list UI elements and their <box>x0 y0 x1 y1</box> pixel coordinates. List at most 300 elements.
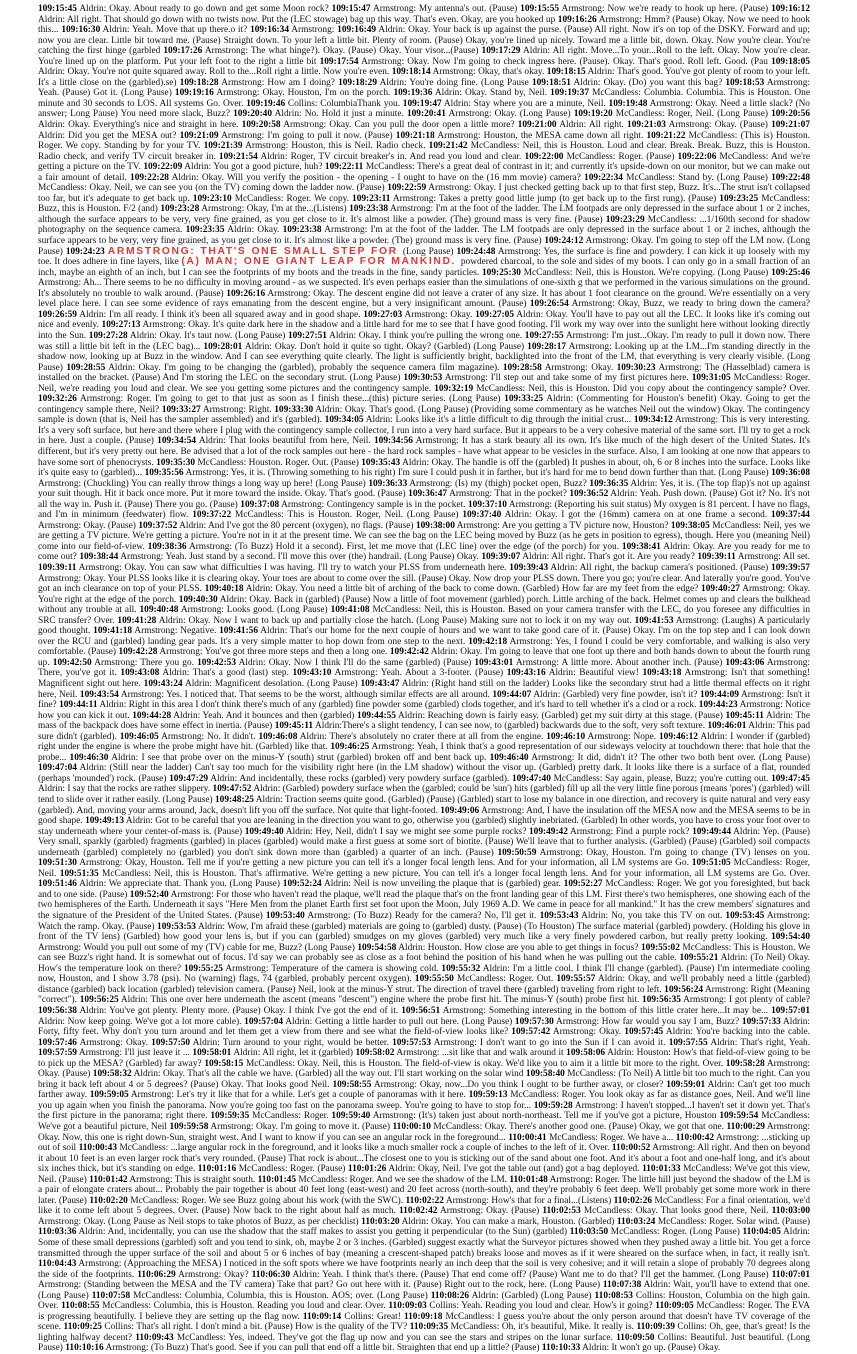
entry-text: Aldrin: And incidentally, these rocks (garbled) very powdery surface (garbled). <box>208 773 512 784</box>
entry-text: Aldrin: Some of these small depressions (garbled) soft and you tend to sink, oh, maybe 2 or 3 inches. (Garbled) suggest exactly what the Surveyor pictures showed when they pushed away a little bit. You get a force transmitted through the upper surface of the soil and about 5 or 6 inches of bay (meaning a crescent-shaped patch) breaks loose and moves as if it were sheared on the surface when, in fact, it really isn't. <box>38 1227 811 1259</box>
entry-timestamp: 109:45:11 <box>725 710 764 721</box>
entry-timestamp: 109:16:49 <box>337 25 377 36</box>
entry-timestamp: 109:28:17 <box>527 341 567 352</box>
transcript-entry <box>642 995 810 1005</box>
entry-text: Aldrin: That's a good (last) step. <box>159 668 293 679</box>
entry-timestamp: 109:36:08 <box>771 468 811 479</box>
entry-text: Aldrin: Forty, fifty feet. Why don't you turn around and let them get a view from there and see what the field-of-view looks like? <box>38 1016 810 1038</box>
entry-timestamp: 109:26:54 <box>529 299 569 310</box>
transcript-entry <box>38 879 283 889</box>
transcript-entry <box>357 943 641 953</box>
transcript-entry <box>151 1038 392 1048</box>
entry-timestamp: 109:57:45 <box>624 1027 664 1038</box>
entry-timestamp: 109:24:12 <box>544 236 584 247</box>
entry-timestamp: 110:00:43 <box>78 1143 118 1154</box>
entry-text: Aldrin: Beautiful view! <box>545 668 643 679</box>
entry-text: Armstrong: How far would you say I am, Buzz? <box>553 1016 742 1027</box>
entry-text: Aldrin: (Garbled) powdery surface when the (garbled; could be 'sun') hits (garbled) fill up all the very little fine porous (means 'pores') (garbled) will tend to slide over it rather easily. (Long Pause) <box>38 784 810 806</box>
entry-text: McCandless: Neil, this is Houston. We're copying. (Long Pause) <box>520 267 772 278</box>
entry-timestamp: 109:22:00 <box>524 151 564 162</box>
entry-timestamp: 109:34:54 <box>157 436 197 447</box>
entry-text: Armstrong: Okay, that's okay. <box>430 67 547 78</box>
entry-timestamp: 110:04:43 <box>38 1259 77 1270</box>
entry-text: Aldrin: All right. Move...To your...Roll to the left. Okay. Now you're clear. You're lined up on the platform. Put your left foot to the right a little bit <box>38 46 810 67</box>
entry-timestamp: 109:51:46 <box>38 879 77 890</box>
entry-text: Aldrin: You've got plenty. Plenty more. (Pause) Okay. I think I've got the end of it. <box>76 1005 402 1016</box>
entry-timestamp: 109:46:08 <box>258 731 298 742</box>
entry-text: Aldrin: You got a good picture, huh? <box>182 162 325 173</box>
entry-timestamp: 109:19:36 <box>393 88 433 99</box>
entry-timestamp: 109:43:01 <box>474 657 514 668</box>
entry-text: Armstrong: Okay. (Long Pause as Neil stops to take photos of Buzz, as per checklist) <box>38 1216 362 1227</box>
transcript-entry <box>388 1301 655 1311</box>
entry-text: Armstrong: Something interesting in the bottom of this little crater here...It may be... <box>440 1005 772 1016</box>
transcript-entry <box>503 363 617 373</box>
entry-timestamp: 110:09:18 <box>403 1311 443 1322</box>
entry-timestamp: 109:32:26 <box>38 394 77 405</box>
entry-timestamp: 109:36:52 <box>569 489 609 500</box>
entry-timestamp: 109:44:07 <box>492 689 532 700</box>
transcript-entry <box>392 1038 669 1048</box>
transcript-entry <box>490 753 810 763</box>
entry-timestamp: 109:57:55 <box>668 1037 708 1048</box>
transcript-entry <box>144 679 361 689</box>
entry-text: Armstrong: And, I have the insulation off the MESA now and the MESA seems to be in good shape. <box>38 805 810 827</box>
entry-timestamp: 109:49:42 <box>528 826 568 837</box>
entry-timestamp: 109:37:44 <box>771 510 810 521</box>
entry-timestamp: 109:46:30 <box>69 752 109 763</box>
entry-text: Armstrong: Okay. Your PLSS looks like it is clearing okay. Your toes are about to come over the sill. (Pause) Okay. Now drop your PLSS down. There you go; you're clear. And laterally you're good. You've got an inch clearance on top of your PLSS. <box>38 573 810 595</box>
entry-text: Armstrong: Yes, the surface is fine and powdery. I can kick it up loosely with my toe. It does adhere in fine layers, like <box>38 246 810 268</box>
entry-text: Aldrin: I'm all ready. I think it's been all squared away and in good shape. <box>76 309 364 320</box>
entry-timestamp: 109:46:12 <box>659 731 698 742</box>
entry-text: Aldrin: Okay. I'm going to be changing the (garbled), probably the sequence camera film magazine). <box>105 362 503 373</box>
transcript-entry <box>240 500 468 510</box>
entry-text: Armstrong: I'm going to pull it now. (Pause) <box>218 130 396 141</box>
entry-text: Aldrin: Okay. You're not quite squared away. Roll to the...Roll right a little. Now you're even. <box>38 67 392 78</box>
entry-text: Armstrong: Yeah, I think that's a good representation of our sideways velocity at touchdown there: that hole that the probe... <box>38 742 810 763</box>
entry-text: McCandless: Houston. Roger. Out. (Pause) <box>195 457 362 468</box>
transcript-entry <box>118 647 389 657</box>
entry-timestamp: 109:56:38 <box>38 1005 77 1016</box>
transcript-entry <box>434 384 810 394</box>
entry-text: Aldrin: We appreciate that. Thank you. (Long Pause) <box>76 879 283 890</box>
entry-text: Aldrin: Okay. Everything's nice and straight in here. <box>38 120 242 131</box>
transcript-entry <box>258 1175 510 1185</box>
entry-timestamp: 109:48:25 <box>214 795 254 806</box>
entry-text: Armstrong: It has a stark beauty all its own. It's like much of the high desert of the United States. It's different, but it's very pretty out here. Be advised that a lot of the rock samples out here - the hard rock samples - have what appear to be vesicles in the surface. Also, I am looking at one now that appears to have some sort of phenocrysts. <box>38 436 810 468</box>
entry-timestamp: 109:28:58 <box>502 362 542 373</box>
entry-text: Aldrin: Okay. I'm going to leave that one foot up there and both hands down to about the fourth rung up. <box>38 647 811 668</box>
entry-timestamp: 109:50:59 <box>497 847 537 858</box>
entry-text: Armstrong: Notice how you can kick it out. <box>38 700 810 721</box>
entry-timestamp: 109:58:28 <box>725 1058 765 1069</box>
entry-text: Armstrong: Okay. I'm going to move it. (Pause) <box>208 1121 393 1132</box>
entry-text: McCandless: Roger. Neil, we're reading you loud and clear. We see you getting some pictures and the contingency sample. <box>38 373 810 394</box>
entry-timestamp: 109:27:05 <box>475 309 515 320</box>
entry-timestamp: 109:22:48 <box>771 172 810 183</box>
entry-text: McCandless: Columbia. Columbia. This is Houston. One minute and 30 seconds to LOS. All systems Go. Over. <box>38 88 810 109</box>
entry-text: Armstrong: Okay? <box>175 1269 252 1280</box>
entry-text: McCandless: Okay. That looks good there, Neil. <box>580 1206 772 1217</box>
entry-text: Armstrong: Contingency sample is in the pocket. <box>279 499 468 510</box>
transcript-entry <box>482 268 771 278</box>
entry-text: Aldrin: Okay. I got the (16mm) camera on at one frame a second. <box>501 510 772 521</box>
entry-timestamp: 110:10:16 <box>65 1343 104 1354</box>
entry-timestamp: 109:21:09 <box>179 130 219 141</box>
entry-text: Armstrong: (Reporting his suit status) My oxygen is 81 percent. I have no flags, and I'm in minimum (feedwater) flow. <box>38 499 810 521</box>
entry-text: Aldrin: Okay. Don't hold it quite so tight. Okay? (Garbled) (Long Pause) <box>242 341 528 352</box>
entry-text: Aldrin: That's right, Yeah. <box>707 1037 811 1048</box>
transcript-entry <box>617 1217 810 1227</box>
entry-text: Armstrong: Okay. <box>541 362 617 373</box>
entry-text: Armstrong: Right. <box>200 404 275 415</box>
entry-text: Armstrong: Okay. You can saw what difficulties I was having. I'll try to watch your PLSS from underneath here. <box>76 562 510 573</box>
entry-text: Aldrin: Hey, Neil, didn't I say we might see some purple rocks? <box>283 826 529 837</box>
transcript-entry <box>92 1291 431 1301</box>
transcript-entry <box>303 1312 404 1322</box>
entry-timestamp: 109:53:53 <box>157 921 196 932</box>
entry-timestamp: 109:35:56 <box>144 468 184 479</box>
entry-timestamp: 110:00:42 <box>675 1132 715 1143</box>
entry-text: Armstrong: Okay. Can you pull the door open a little more? <box>280 120 518 131</box>
entry-timestamp: 109:54:58 <box>357 942 397 953</box>
entry-timestamp: 109:16:34 <box>250 25 289 36</box>
entry-timestamp: 109:21:00 <box>517 120 557 131</box>
entry-timestamp: 110:01:26 <box>347 1164 387 1175</box>
transcript-entry <box>205 584 701 594</box>
transcript-entry <box>399 1206 542 1216</box>
transcript-entry <box>89 1196 405 1206</box>
entry-timestamp: 109:19:47 <box>402 98 442 109</box>
entry-text: Aldrin: Okay. You'll have to pay out all the LEC. It looks like it's coming out nice and evenly. <box>38 309 811 331</box>
entry-text: Aldrin: Okay. Stand by, Neil. <box>432 88 551 99</box>
transcript-entry <box>415 974 556 984</box>
entry-text: Armstrong: Now we're ready to hook up here. (Pause) <box>559 4 772 14</box>
entry-text: McCandless: Neil, yes we are getting a TV picture. We're getting a picture. You're not in it at the present time. We can see the bag on the LEC being moved by Buzz (as he gets in position to egress), though. Here you (meaning Neil) come into our field-of-view. <box>38 520 810 552</box>
entry-text: Aldrin:There's a slight tendency, I can see now, to (garbled) backwards due to the soft, very soft texture. <box>313 721 708 732</box>
entry-text: Armstrong: Yes, it is. (Throwing something to his right) I'm sure I could push it in farther, but it's hard for me to bend down further than that. (Long Pause) <box>183 468 772 479</box>
entry-text: Armstrong: Okay, now...Do you think I ought to be further away, or closer? <box>371 1079 667 1090</box>
entry-timestamp: 109:23:38 <box>282 225 322 236</box>
entry-timestamp: 109:47:29 <box>169 773 209 784</box>
entry-timestamp: 109:54:40 <box>771 932 810 943</box>
entry-text: Aldrin: All right. That's got it. Are you ready? <box>520 552 698 563</box>
entry-text: Armstrong: I don't want to go into the Sun if I can avoid it. <box>431 1037 669 1048</box>
transcript-entry <box>79 1143 612 1153</box>
transcript-entry <box>61 1301 388 1311</box>
quote-continuation-text: powdered charcoal, to the sole and sides of my boots. I can only go in a small fraction of an inch, maybe an eighth of an inch, but I can see the footprints of my boots and the treads in the fine, sandy particles. <box>38 257 810 278</box>
entry-timestamp: 109:21:54 <box>218 151 258 162</box>
transcript-entry <box>529 827 692 837</box>
entry-timestamp: 109:22:59 <box>387 183 427 194</box>
transcript-entry <box>138 521 416 531</box>
transcript-entry <box>38 310 363 320</box>
transcript-entry <box>148 542 622 552</box>
entry-timestamp: 110:02:20 <box>89 1195 128 1206</box>
transcript-entry <box>332 4 521 14</box>
entry-timestamp: 109:41:18 <box>93 626 133 637</box>
entry-timestamp: 109:58:02 <box>355 1048 395 1059</box>
transcript-entry <box>137 1270 251 1280</box>
transcript-entry <box>80 995 642 1005</box>
entry-text: McCandless: Columbia, Columbia, this is Houston. AOS; over. (Long Pause) <box>130 1290 431 1301</box>
entry-text: Aldrin: Turn around to your right, would be better. <box>190 1037 393 1048</box>
entry-timestamp: 109:34:56 <box>374 436 413 447</box>
entry-timestamp: 109:18:51 <box>531 77 571 88</box>
entry-text: Aldrin: All right. <box>556 120 628 131</box>
entry-text: McCandless: Okay. Neil, we can see you (on the TV) coming down the ladder now. (Pause) <box>38 183 388 194</box>
entry-text: Collins: Houston, Columbia on the high gain. Over. <box>38 1290 810 1312</box>
entry-text: Armstrong: Looking up at the LM...I'm standing directly in the shadow now, looking up at Buzz in the window. And I can see everything quite clearly. The light is sufficiently bright, backlighted into the front of the LM, that everything is very clearly visible. (Long Pause) <box>38 341 810 373</box>
entry-text: Armstrong: <box>289 25 338 36</box>
entry-timestamp: 110:07:58 <box>91 1290 131 1301</box>
entry-timestamp: 109:49:44 <box>692 826 732 837</box>
entry-timestamp: 110:08:53 <box>594 1290 633 1301</box>
entry-text: McCandless: Roger, Neil. <box>38 858 810 879</box>
entry-text: Aldrin: (Garbled) (Long Pause) <box>469 1290 595 1301</box>
entry-text: Aldrin: There's absolutely no crater there at all from the engine. <box>297 731 547 742</box>
entry-text: Armstrong: A little more. About another inch. (Pause) <box>513 657 726 668</box>
entry-text: McCandless: Stand by. (Long Pause) <box>622 172 772 183</box>
transcript-entry <box>275 721 708 731</box>
entry-text: Armstrong: (Approaching the MESA) I noticed in the soft spots where we have footprints nearly an inch deep that the soil is very cohesive; and it will retain a slope of probably 70 degrees along the side of the footprints. <box>38 1259 810 1280</box>
entry-text: Aldrin: All right, let it (garbled) <box>231 1048 356 1059</box>
entry-timestamp: 109:57:53 <box>392 1037 432 1048</box>
entry-timestamp: 109:43:10 <box>292 668 332 679</box>
entry-text: Aldrin: (Right hand still on the ladder) Looks like the secondary strut had a little thermal effects on it right here, Neil. <box>38 679 810 700</box>
entry-text: Aldrin: Can't get too much farther away. <box>38 1079 810 1101</box>
entry-text: Armstrong: Yeah. About a 3-footer. (Pause) <box>331 668 507 679</box>
entry-timestamp: 109:21:18 <box>395 130 435 141</box>
entry-timestamp: 109:30:23 <box>616 362 656 373</box>
transcript-entry <box>219 152 525 162</box>
entry-timestamp: 109:47:45 <box>771 773 810 784</box>
entry-timestamp: 109:53:43 <box>539 911 579 922</box>
entry-timestamp: 109:43:08 <box>120 668 160 679</box>
transcript-entry <box>403 373 691 383</box>
transcript-entry <box>356 1048 567 1058</box>
transcript-entry <box>79 552 481 562</box>
entry-timestamp: 109:42:50 <box>52 657 92 668</box>
transcript-entry <box>403 99 609 109</box>
entry-text: Armstrong: I'm at the foot of the ladder. The LM footpads are only depressed in the surface about 1 or 2 inches, although the surface appears to be very, very fine grained, as you get close to it. It's almost like a powder. (The) ground mass is very fine. (Pause) <box>38 225 810 247</box>
entry-text: Aldrin: Wait, you'll have to extend that one. (Long Pause) <box>38 1280 811 1301</box>
entry-timestamp: 109:39:43 <box>509 562 549 573</box>
transcript-entry <box>198 1164 348 1174</box>
entry-text: Aldrin: This pad sure didn't (garbled). <box>38 721 811 742</box>
entry-timestamp: 109:42:53 <box>197 657 237 668</box>
entry-timestamp: 109:57:04 <box>244 1016 284 1027</box>
transcript-entry <box>697 552 810 562</box>
entry-timestamp: 109:25:30 <box>481 267 521 278</box>
entry-timestamp: 109:16:30 <box>61 25 101 36</box>
entry-text: Aldrin: Okay. Your back is up against the purse. (Pause) All right. Now it's on top of the DSKY. Forward and up; now you are clear. Little bit toward me. (Pause) Straight down. To your left a little bit. Plenty of room. (Pause) Okay, you're lined up nicely. Toward me a little bit, down. Okay. Now you're clear. You're catching the first hinge (garbled <box>38 25 810 57</box>
entry-text: Armstrong: Okay. (Pause) <box>437 1206 543 1217</box>
entry-timestamp: 109:49:06 <box>440 805 480 816</box>
entry-text: Armstrong: This is straight south. <box>127 1174 258 1185</box>
entry-timestamp: 109:27:28 <box>88 330 128 341</box>
entry-timestamp: 110:07:01 <box>771 1269 810 1280</box>
famous-quote-line-1: ARMSTRONG: THAT'S ONE SMALL STEP FOR <box>107 245 403 257</box>
entry-timestamp: 109:55:57 <box>556 974 596 985</box>
entry-text: Armstrong: No. It didn't. <box>158 731 259 742</box>
transcript-entry <box>266 911 540 921</box>
transcript-entry <box>507 668 643 678</box>
entry-text: Aldrin: Stay where you are a minute, Neil. <box>441 98 609 109</box>
entry-text: Armstrong: How am I doing? <box>218 77 339 88</box>
entry-timestamp: 109:44:23 <box>698 700 738 711</box>
entry-timestamp: 109:37:52 <box>138 520 178 531</box>
entry-timestamp: 109:43:24 <box>143 679 183 689</box>
entry-timestamp: 109:49:40 <box>244 826 284 837</box>
entry-timestamp: 109:17:29 <box>481 46 521 57</box>
entry-text: Armstrong: Nope. <box>585 731 659 742</box>
entry-text: Collins: Great! <box>341 1311 404 1322</box>
entry-timestamp: 109:38:00 <box>415 520 455 531</box>
entry-timestamp: 109:15:47 <box>331 4 371 14</box>
entry-timestamp: 109:19:37 <box>550 88 590 99</box>
transcript-entry <box>407 109 574 119</box>
transcript-entry <box>184 964 441 974</box>
transcript-entry <box>520 4 771 14</box>
transcript-entry <box>80 690 492 700</box>
transcript-entries-after-quote <box>38 268 810 1354</box>
transcript-entry <box>246 99 403 109</box>
entry-text: Aldrin: I say that the rocks are rather slippery. <box>38 784 213 795</box>
entry-text: Armstrong: Takes a pretty good little jump (to get back up to the first rung). (Pause) <box>390 193 720 204</box>
entry-text: McCandless: This is Houston. Roger, Neil. (Long Pause) <box>231 510 463 521</box>
transcript-entry <box>363 310 475 320</box>
transcript-entry <box>393 1122 727 1132</box>
entry-text: Aldrin: I see that probe over on the minus-Y (south) strut (garbled) broken off and bent back up. <box>108 752 490 763</box>
entry-text: Armstrong: I'm just...Okay. I'm ready to pull it down now. There was still a little bit left in the (LEC bag)... <box>38 330 811 352</box>
entry-text: Aldrin: Okay. You can make a mark, Houston. (Garbled) <box>399 1216 617 1227</box>
entry-text: Aldrin: Looks like it's a little difficult to dig through the initial crust... <box>363 415 634 426</box>
entry-timestamp: 110:00:52 <box>611 1143 651 1154</box>
entry-timestamp: 109:22:11 <box>324 162 364 173</box>
entry-timestamp: 109:39:07 <box>481 552 521 563</box>
entry-timestamp: 109:33:27 <box>161 404 201 415</box>
entry-timestamp: 109:46:05 <box>119 731 159 742</box>
entry-timestamp: 109:44:28 <box>132 710 172 721</box>
entry-timestamp: 109:23:11 <box>352 193 391 204</box>
entry-timestamp: 110:01:16 <box>197 1164 237 1175</box>
transcript-entry <box>53 658 197 668</box>
entry-text: Armstrong: Okay. Now, this one is right down-Sun, straight west. And I want to know if you can see an angular rock in the foreground... <box>38 1121 811 1143</box>
entry-timestamp: 109:44:09 <box>700 689 739 700</box>
entry-text: Aldrin: (Commenting for Houston's benefit) Okay. Going to get the contingency sample there, Neil? <box>38 394 811 415</box>
transcript-entry <box>352 194 719 204</box>
transcript-entry <box>90 1090 469 1100</box>
transcript-entry <box>38 1038 151 1048</box>
entry-text: McCandless: We've got a beautiful picture, Neil <box>38 1111 810 1132</box>
transcript-entry <box>508 1133 675 1143</box>
entry-timestamp: 109:27:03 <box>363 309 403 320</box>
entry-text: Armstrong: Okay. (Pause) <box>38 1058 810 1080</box>
entry-timestamp: 110:04:05 <box>742 1227 781 1238</box>
transcript-entry <box>233 109 407 119</box>
entry-text: Armstrong: This is very interesting. It's a very soft surface, but here and there where I plug with the contingency sample collector, I run into a very hard surface. But it appears to be a very cohesive material of the same sort. I'll try to get a rock in here. Just a couple. (Pause) <box>38 415 810 447</box>
entry-timestamp: 110:01:33 <box>642 1164 681 1175</box>
entry-text: Armstrong: Okay, I'm at the...(Listens) <box>199 204 350 215</box>
transcript-entry <box>293 668 507 678</box>
entry-text: McCandless: There's a great deal of contrast in it; and currently it's upside-down on our monitor, but we can make out a fair amount of detail. <box>38 162 811 183</box>
entry-text: Aldrin: Roger, TV circuit breaker's in. And read you loud and clear. <box>257 151 525 162</box>
entry-timestamp: 109:36:47 <box>408 489 448 500</box>
transcript-entry <box>143 162 325 172</box>
entry-text: Aldrin: Right in this area I don't think there's much of any (garbled) fine powder some (garbled) clods together, and it's hard to tell whether it's a clod or a rock. <box>97 700 699 711</box>
entry-timestamp: 109:45:11 <box>274 721 314 732</box>
entry-timestamp: 109:38:36 <box>147 541 187 552</box>
entry-timestamp: 109:59:13 <box>468 1090 508 1101</box>
transcript-entry <box>331 1111 719 1121</box>
entry-timestamp: 110:00:10 <box>392 1121 431 1132</box>
entry-timestamp: 109:40:18 <box>204 584 244 595</box>
entry-timestamp: 109:39:11 <box>697 552 736 563</box>
entry-timestamp: 109:19:16 <box>174 88 214 99</box>
famous-quote-line-2: (A) MAN; ONE GIANT LEAP FOR MANKIND. <box>181 256 461 268</box>
transcript-entry <box>338 78 532 88</box>
entry-text: Armstrong: (Laughs) A particularly good thought. <box>38 615 811 637</box>
entry-text: Armstrong: Roger. The little hill just beyond the shadow of the LM is a pair of elongate craters about... Probably the pair together is about 40 feet long (east-west) and 20 feet across (north-south), and they're probably 6 feet deep. We'll probably get some more work in there later. (Pause) <box>38 1174 811 1206</box>
transcript-entry <box>157 436 374 446</box>
entry-timestamp: 109:57:01 <box>771 1005 810 1016</box>
entry-timestamp: 109:59:54 <box>719 1111 759 1122</box>
entry-timestamp: 110:06:29 <box>137 1269 176 1280</box>
entry-timestamp: 109:57:50 <box>151 1037 191 1048</box>
entry-text: McCandless: Roger. Solar wind. (Pause) <box>655 1216 810 1227</box>
transcript-entry <box>204 141 429 151</box>
entry-timestamp: 109:20:58 <box>241 120 281 131</box>
entry-timestamp: 110:03:00 <box>771 1206 810 1217</box>
entry-timestamp: 109:52:40 <box>129 889 169 900</box>
entry-timestamp: 109:55:25 <box>183 963 223 974</box>
entry-text: Aldrin: Houston. How close are you able to get things in focus? <box>396 942 641 953</box>
transcript-entry <box>283 879 564 889</box>
entry-timestamp: 109:43:18 <box>642 668 682 679</box>
entry-text: McCandless: Roger. And we see the shadow of the LM. <box>296 1174 510 1185</box>
entry-timestamp: 109:27:13 <box>101 320 141 331</box>
entry-text: McCandless: This is Houston. We can see Buzz's right hand. It is somewhat out of focus. I'd say we can probably see as close as a foot behind the position of his hand when he was pulling out the cable. <box>38 942 810 964</box>
transcript-entry <box>431 1291 595 1301</box>
transcript-entry <box>492 690 700 700</box>
entry-text: Aldrin: Magnificent desolation. (Long Pause) <box>182 679 361 689</box>
entry-text: McCandless: Neil, this is Houston. That's affirmative. We're getting a new picture. You can tell it's a longer focal length lens. And for your information, all LM systems are Go. Over. <box>98 868 810 879</box>
entry-text: Armstrong: I'll just leave it ... <box>76 1048 193 1059</box>
transcript-entry <box>512 774 771 784</box>
entry-text: McCandless: Roger. Out. <box>453 974 557 985</box>
transcript-entries-before-quote <box>38 4 810 257</box>
entry-timestamp: 109:18:05 <box>771 56 810 67</box>
entry-text: Armstrong: Okay. You're right at the edge of the porch. <box>38 584 810 605</box>
entry-timestamp: 109:59:28 <box>533 1100 573 1111</box>
entry-timestamp: 109:15:55 <box>520 4 560 14</box>
entry-timestamp: 109:42:18 <box>468 636 508 647</box>
transcript-entry <box>368 479 589 489</box>
entry-text: Aldrin: Yeah. Move that up there.o it? <box>100 25 251 36</box>
entry-timestamp: 109:59:58 <box>169 1121 209 1132</box>
transcript-entry <box>38 394 504 404</box>
entry-timestamp: 109:17:26 <box>163 46 203 57</box>
entry-timestamp: 109:58:01 <box>192 1048 232 1059</box>
entry-timestamp: 109:19:48 <box>608 98 648 109</box>
transcript-entry <box>210 1111 331 1121</box>
entry-timestamp: 109:58:40 <box>525 1069 565 1080</box>
transcript-entry <box>462 510 771 520</box>
entry-text: Aldrin: Yeah. Push down. (Pause) Got it? No. It's not all the way in. Push it. (Pause) There you go. (Pause) <box>38 489 810 510</box>
entry-text: McCandless: Roger. (Pause) <box>563 151 678 162</box>
